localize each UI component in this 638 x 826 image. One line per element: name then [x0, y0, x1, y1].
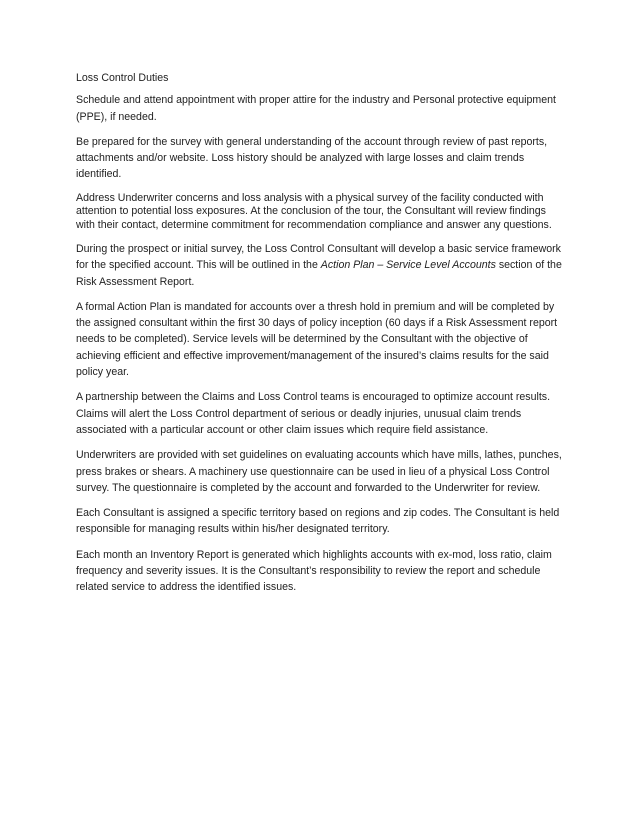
paragraph-underwriter-concerns: Address Underwriter concerns and loss analysis with a physical survey of the facility conducted with attention to potential loss exposures. At the conclusion of the tour, the Consultant will review findings with their contact, determine commitment for recommendation compliance and answer any questions.: [76, 191, 552, 231]
paragraph-attire: Schedule and attend appointment with proper attire for the industry and Personal protective equipment (PPE), if needed.: [76, 94, 556, 123]
document-body: [76, 70, 566, 605]
paragraph-territory: Each Consultant is assigned a specific territory based on regions and zip codes. The Consultant is held responsible for managing results within his/her designated territory.: [76, 507, 560, 536]
paragraph-preparation: Be prepared for the survey with general understanding of the account through review of past reports, attachments and/or website. Loss history should be analyzed with large losses and claim trends identified.: [76, 135, 548, 181]
paragraph-claims-partnership: A partnership between the Claims and Loss Control teams is encouraged to optimize account results. Claims will alert the Loss Control department of serious or deadly injuries, unusual claim trends associated with a particular account or other claim issues which require field assistance.: [76, 391, 551, 436]
service-framework-text-end: section of the Risk Assessment Report.: [76, 259, 562, 288]
paragraph-service-framework: [76, 241, 566, 290]
paragraph-action-plan: A formal Action Plan is mandated for accounts over a thresh hold in premium and will be completed by the assigned consultant within the first 30 days of policy inception (60 days if a Risk Assessment report needs to be completed). Service levels will be determined by the Consultant with the objective of achieving efficient and effective improvement/management of the insured’s claims results for the said policy year.: [76, 300, 558, 379]
action-plan-section-name: Action Plan – Service Level Accounts: [320, 259, 496, 272]
service-framework-text-start: During the prospect or initial survey, the Loss Control Consultant will develop a basic service framework for the specified account. This will be outlined in the: [76, 243, 561, 272]
paragraph-inventory-report: Each month an Inventory Report is generated which highlights accounts with ex-mod, loss ratio, claim frequency and severity issues. It is the Consultant’s responsibility to review the report and schedule related service to address the identified issues.: [76, 548, 552, 594]
paragraph-underwriter-guidelines: Underwriters are provided with set guidelines on evaluating accounts which have mills, lathes, punches, press brakes or shears. A machinery use questionnaire can be used in lieu of a physical Loss Control survey. The questionnaire is completed by the account and forwarded to the Underwriter for review.: [76, 449, 562, 494]
document-title: Loss Control Duties: [76, 72, 169, 84]
